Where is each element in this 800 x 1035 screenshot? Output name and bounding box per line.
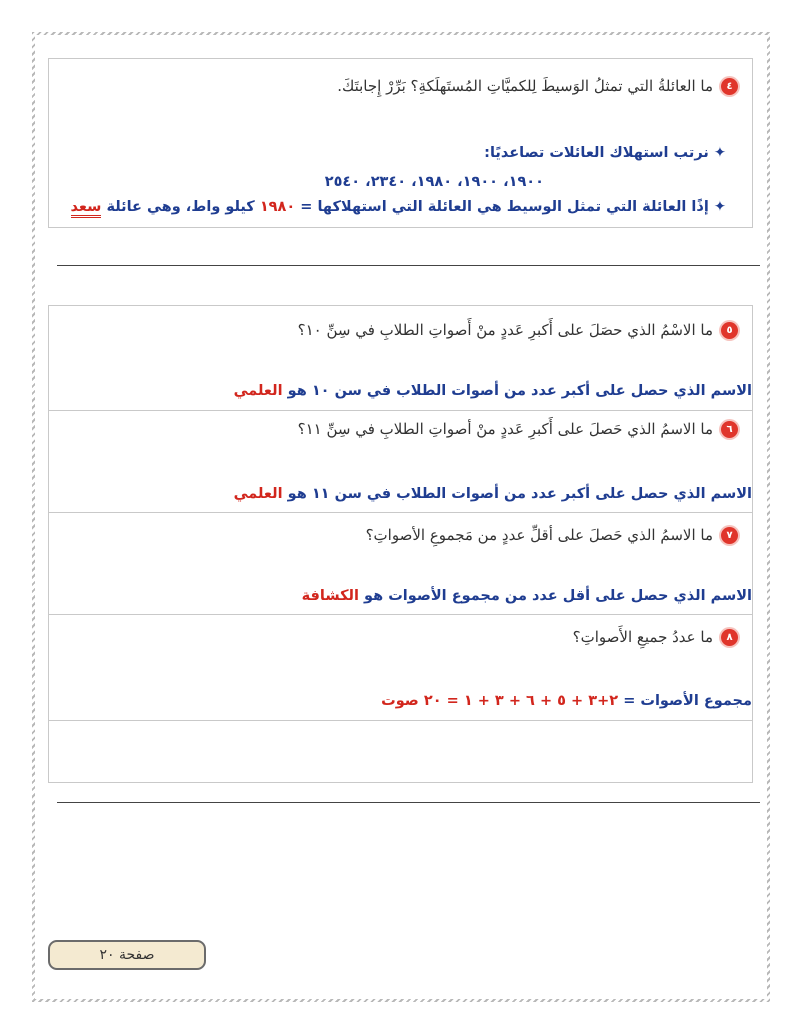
row-divider [49,512,752,513]
answer-6 [234,486,752,502]
question-number-badge: ٨ [721,629,738,646]
question-6-text: ما الاسمُ الذي حَصلَ على أَكبرِ عَددٍ منْ أصواتِ الطلابِ في سِنِّ ١١؟ [297,420,713,438]
question-7 [366,526,738,544]
answer-8 [381,693,752,709]
answer-7 [302,588,752,604]
question-6 [298,420,738,438]
row-divider [49,720,752,721]
answer-6-text: الاسم الذي حصل على أكبر عدد من أصوات الطلاب في سن ١١ هو [287,486,752,502]
answer-8-label: مجموع الأصوات = [623,693,752,709]
question-number-badge: ٥ [721,322,738,339]
question-number-badge: ٧ [721,527,738,544]
answer-8-sum: ٢+٣ + ٥ + ٦ + ٣ + ١ = ٢٠ صوت [381,693,619,709]
question-4-box [48,58,753,228]
answer-4-line2: ١٩٠٠، ١٩٠٠، ١٩٨٠، ٢٣٤٠، ٢٥٤٠ [324,174,544,190]
answer-4-line3 [71,199,726,215]
section-divider [57,802,760,803]
question-5 [298,321,738,339]
question-number-badge: ٤ [721,78,738,95]
answer-4-line3-b: كيلو واط، وهي عائلة [106,199,255,215]
question-4 [337,77,738,95]
section-divider [57,265,760,266]
answer-7-name: الكشافة [301,588,359,604]
answer-4-line3-a: ✦ إذًا العائلة التي تمثل الوسيط هي العائلة التي استهلاكها = [300,199,726,215]
answer-4-family-name: سعد [71,199,102,218]
answer-5-text: الاسم الذي حصل على أكبر عدد من أصوات الطلاب في سن ١٠ هو [287,383,752,399]
answer-5 [234,383,752,399]
page-number-label: صفحة ٢٠ [99,947,155,963]
question-5-text: ما الاسْمُ الذي حصَلَ على أَكبرِ عَددٍ منْ أَصواتِ الطلابِ في سِنِّ ١٠؟ [297,321,713,339]
row-divider [49,614,752,615]
answer-4-median-value: ١٩٨٠ [259,199,296,215]
page-number-tab [48,940,206,970]
questions-5-8-box [48,305,753,783]
answer-6-name: العلمي [233,486,283,502]
answer-7-text: الاسم الذي حصل على أقل عدد من مجموع الأصوات هو [364,588,752,604]
question-7-text: ما الاسمُ الذي حَصلَ على أقلِّ عددٍ من مَجموعِ الأصواتِ؟ [365,526,713,544]
answer-4-line1: ✦ نرتب استهلاك العائلات تصاعديًا: [484,145,726,161]
question-8-text: ما عددُ جميعِ الأَصواتِ؟ [572,628,713,646]
question-number-badge: ٦ [721,421,738,438]
row-divider [49,410,752,411]
answer-5-name: العلمي [233,383,283,399]
question-8 [573,628,738,646]
question-4-text: ما العائلةُ التي تمثلُ الوَسيطَ لِلكميَّاتِ المُستَهلَكةِ؟ بَرِّرْ إِجابتَكَ. [337,77,713,95]
